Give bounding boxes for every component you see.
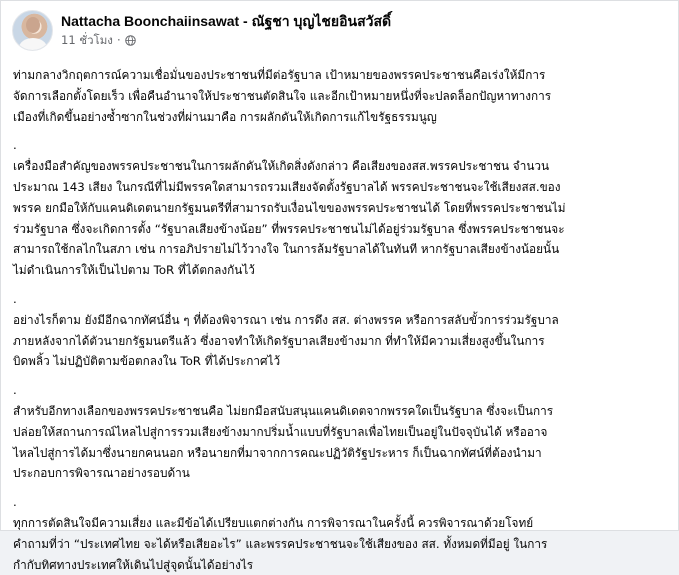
post-meta xyxy=(61,12,391,48)
post-paragraph-2: เครื่องมือสำคัญของพรรคประชาชนในการผลักดันให้เกิดสิ่งดังกล่าว คือเสียงของสส.พรรคประชาชน จำนวน ประมาณ 143 เสียง ในกรณีที่ไม่มีพรรคใดสามารถรวมเสียงจัดตั้งรัฐบาลได้ พรรคประชาชนจะใช้เสียงสส.ของ พรรค ยกมือให้กับแคนดิเดตนายกรัฐมนตรีที่สามารถรับเงื่อนไขของพรรคประชาชนได้ โดยที่พรรคประชาชนไม่ ร่วมรัฐบาล ซึ่งจะเกิดการตั้ง “รัฐบาลเสียงข้างน้อย” ที่พรรคประชาชนไม่ได้อยู่ร่วมรัฐบาล ซึ่งพรรคประชาชนจะ สามารถใช้กลไกในสภา เช่น การอภิปรายไม่ไว้วางใจ ในการล้มรัฐบาลได้ในทันที หากรัฐบาลเสียงข้างน้อยนั้น ไม่ดำเนินการให้เป็นไปตาม ToR ที่ได้ตกลงกันไว้ xyxy=(13,159,566,278)
post-subline xyxy=(61,32,391,48)
paragraph-divider-1: . xyxy=(13,138,17,153)
post-header xyxy=(12,10,391,51)
avatar-shoulders xyxy=(19,38,47,51)
avatar-head xyxy=(26,17,40,33)
globe-icon[interactable] xyxy=(125,35,136,46)
author-name[interactable]: Nattacha Boonchaiinsawat - ณัฐชา บุญไชยอินสวัสดิ์ xyxy=(61,13,392,29)
paragraph-divider-4: . xyxy=(13,495,17,510)
paragraph-divider-2: . xyxy=(13,291,17,306)
paragraph-divider-3: . xyxy=(13,383,17,398)
post-timestamp[interactable]: 11 ชั่วโมง xyxy=(61,33,113,47)
meta-separator: · xyxy=(116,33,121,47)
post-paragraph-1: ท่ามกลางวิกฤตการณ์ความเชื่อมั่นของประชาชนที่มีต่อรัฐบาล เป้าหมายของพรรคประชาชนคือเร่งให้มีการ จัดการเลือกตั้งโดยเร็ว เพื่อคืนอำนาจให้ประชาชนตัดสินใจ และอีกเป้าหมายหนึ่งที่จะปลดล็อกปัญหาทางการ เมืองที่เกิดขึ้นอย่างซ้ำซากในช่วงที่ผ่านมาคือ การผลักดันให้เกิดการแก้ไขรัฐธรรมนูญ xyxy=(13,68,552,124)
post-body xyxy=(13,65,673,575)
post-paragraph-4: สำหรับอีกทางเลือกของพรรคประชาชนคือ ไม่ยกมือสนับสนุนแคนดิเดตจากพรรคใดเป็นรัฐบาล ซึ่งจะเป็นการ ปล่อยให้สถานการณ์ไหลไปสู่การรวมเสียงข้างมากปริ่มน้ำแบบที่รัฐบาลเพื่อไทยเป็นอยู่ในปัจจุบันได้ หรืออาจ ไหลไปสู่การได้มาซึ่งนายกคนนอก หรือนายกที่มาจากการคณะปฏิวัติรัฐประหาร ก็เป็นฉากทัศน์ที่ต้องนำมา ประกอบการพิจารณาอย่างรอบด้าน xyxy=(13,403,554,481)
post-paragraph-5: ทุกการตัดสินใจมีความเสี่ยง และมีข้อได้เปรียบแตกต่างกัน การพิจารณาในครั้งนี้ ควรพิจารณาด้วยโจทย์ คำถามที่ว่า “ประเทศไทย จะได้หรือเสียอะไร” และพรรคประชาชนจะใช้เสียงของ สส. ทั้งหมดที่มีอยู่ ในการ กำกับทิศทางประเทศให้เดินไปสู่จุดนั้นได้อย่างไร xyxy=(13,515,548,572)
author-avatar[interactable] xyxy=(12,10,53,51)
post-paragraph-3: อย่างไรก็ตาม ยังมีอีกฉากทัศน์อื่น ๆ ที่ต้องพิจารณา เช่น การดึง สส. ต่างพรรค หรือการสลับขั้วการร่วมรัฐบาล ภายหลังจากได้ตัวนายกรัฐมนตรีแล้ว ซึ่งอาจทำให้เกิดรัฐบาลเสียงข้างมาก ที่ทำให้มีความเสี่ยงสูงขึ้นในการ บิดพลิ้ว ไม่ปฏิบัติตามข้อตกลงใน ToR ที่ได้ประกาศไว้ xyxy=(13,312,559,369)
